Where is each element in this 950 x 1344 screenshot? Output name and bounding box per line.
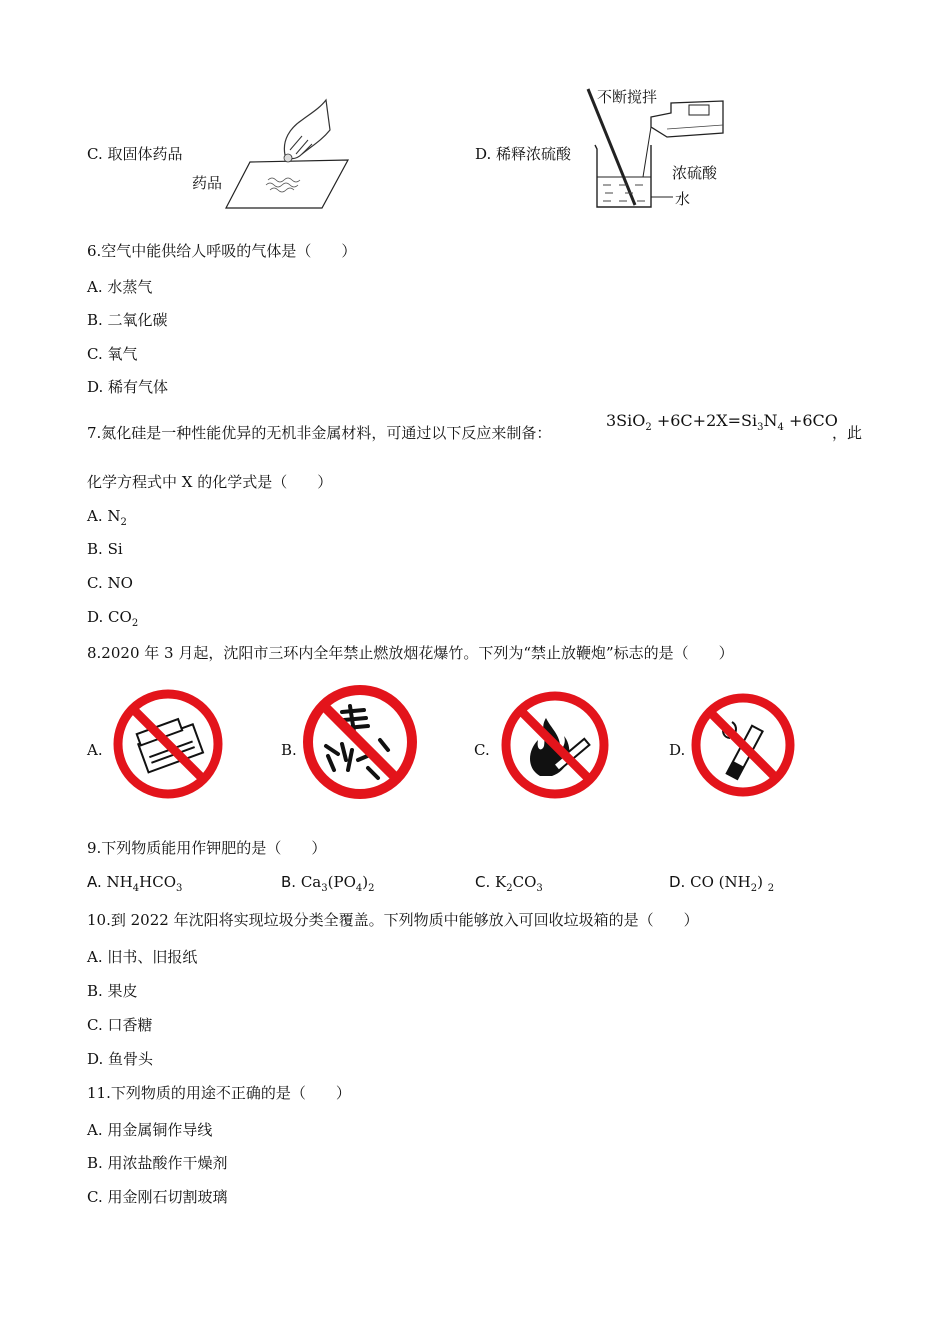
q7-equation: $3SiO_2 +6C+2X=Si_3N_4 +6CO$ [606,411,838,434]
q9-stem: 9.下列物质能用作钾肥的是（ ） [87,839,327,857]
q10-option-b: B. 果皮 [87,982,138,1000]
q8-label-b: B. [281,741,297,759]
q6-option-d: D. 稀有气体 [87,378,169,396]
q10-option-a: A. 旧书、旧报纸 [87,948,198,966]
q11-stem: 11.下列物质的用途不正确的是（ ） [87,1084,351,1102]
q10-stem: 10.到 2022 年沈阳将实现垃圾分类全覆盖。下列物质中能够放入可回收垃圾箱的是（ ） [87,911,699,929]
q11-option-c: C. 用金刚石切割玻璃 [87,1188,228,1206]
q6-option-b: B. 二氧化碳 [87,311,168,329]
q8-label-c: C. [474,741,490,759]
stir-label: 不断搅拌 [597,88,658,106]
q7-option-d: D. $CO_2$ [87,608,139,629]
take-solid-reagent-illustration [190,100,360,212]
q8-stem: 8.2020 年 3 月起，沈阳市三环内全年禁止燃放烟花爆竹。下列为“禁止放鞭炮”标志的是（ ） [87,644,734,662]
q8-label-d: D. [669,741,686,759]
acid-label: 浓硫酸 [672,164,718,182]
q9-option-c: C. $K_2CO_3$ [475,873,543,894]
q8-label-a: A. [87,741,103,759]
q10-option-c: C. 口香糖 [87,1016,153,1034]
q10-option-d: D. 鱼骨头 [87,1050,154,1068]
q7-stem-part1: 7.氮化硅是一种性能优异的无机非金属材料，可通过以下反应来制备： [87,424,552,442]
no-matches-sign-icon [112,688,224,800]
no-open-flame-sign-icon [500,690,610,800]
q7-option-a: A. $N_2$ [87,507,127,528]
q9-option-b: B. $Ca_3(PO_4)_2$ [281,873,375,894]
no-firecrackers-sign-icon [302,684,418,800]
q6-stem: 6.空气中能供给人呼吸的气体是（ ） [87,242,357,260]
q11-option-a: A. 用金属铜作导线 [87,1121,213,1139]
q7-stem-part2: 化学方程式中 X 的化学式是（ ） [87,473,333,491]
q7-stem-tail: ，此 [832,424,863,442]
q5-option-d: D. 稀释浓硫酸 [475,145,572,163]
q9-option-d: D. CO $(NH_2)$ $_2$ [669,873,775,894]
q9-option-a: A. $NH_4HCO_3$ [87,873,183,894]
q5-option-c: C. 取固体药品 [87,145,183,163]
q6-option-a: A. 水蒸气 [87,278,153,296]
q6-option-c: C. 氧气 [87,345,138,363]
water-label: 水 [675,190,691,208]
no-smoking-sign-icon [690,692,796,798]
reagent-label: 药品 [192,174,223,192]
q11-option-b: B. 用浓盐酸作干燥剂 [87,1154,228,1172]
q7-option-c: C. NO [87,574,133,592]
q7-option-b: B. Si [87,540,123,558]
